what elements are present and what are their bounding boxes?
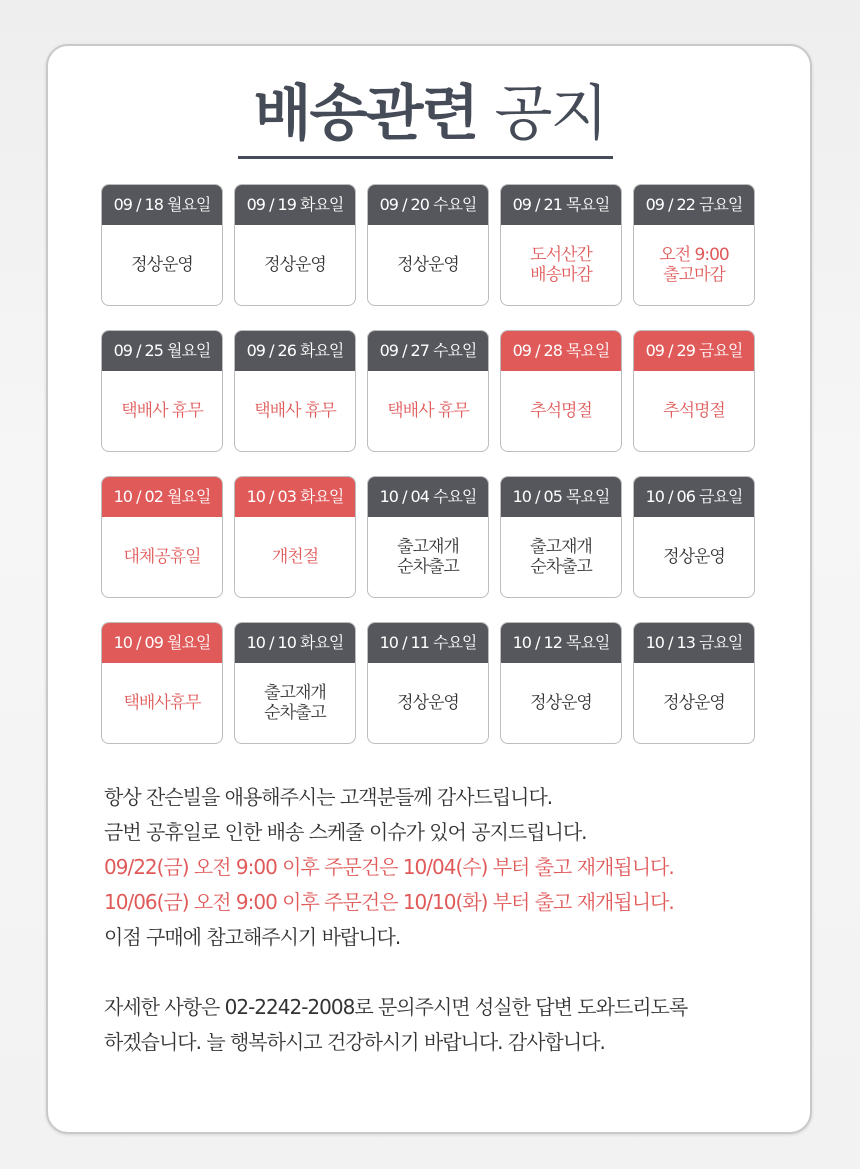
schedule-status: 개천절 (271, 547, 319, 567)
schedule-card (500, 184, 622, 306)
schedule-date: 10 / 10 화요일 (235, 623, 355, 663)
schedule-date: 09 / 26 화요일 (235, 331, 355, 371)
schedule-card (234, 622, 356, 744)
schedule-date: 09 / 19 화요일 (235, 185, 355, 225)
schedule-date: 10 / 11 수요일 (368, 623, 488, 663)
schedule-status: 정상운영 (264, 255, 326, 275)
title-light: 공지 (494, 79, 607, 149)
title-strong: 배송관련 (253, 79, 478, 149)
schedule-status: 정상운영 (530, 693, 592, 713)
schedule-card (500, 330, 622, 452)
message-line-reference: 이점 구매에 참고해주시기 바랍니다. (104, 925, 401, 949)
schedule-date: 10 / 05 목요일 (501, 477, 621, 517)
schedule-status: 정상운영 (663, 547, 725, 567)
schedule-status: 택배사 휴무 (254, 401, 336, 421)
notice-message (104, 780, 784, 1060)
schedule-card (234, 476, 356, 598)
schedule-date: 10 / 02 월요일 (102, 477, 222, 517)
schedule-card (101, 476, 223, 598)
schedule-date: 09 / 21 목요일 (501, 185, 621, 225)
schedule-status: 출고재개 순차출고 (530, 537, 592, 577)
message-line-greeting: 항상 잔슨빌을 애용해주시는 고객분들께 감사드립니다. (104, 785, 553, 809)
message-spacer (104, 955, 784, 990)
schedule-date: 10 / 13 금요일 (634, 623, 754, 663)
schedule-status: 추석명절 (530, 401, 592, 421)
schedule-date: 09 / 20 수요일 (368, 185, 488, 225)
schedule-status: 오전 9:00 출고마감 (659, 245, 729, 285)
schedule-date: 10 / 04 수요일 (368, 477, 488, 517)
schedule-card (101, 184, 223, 306)
schedule-date: 09 / 18 월요일 (102, 185, 222, 225)
schedule-card (633, 476, 755, 598)
schedule-date: 10 / 12 목요일 (501, 623, 621, 663)
schedule-card (633, 622, 755, 744)
schedule-card (101, 622, 223, 744)
message-line-closing: 하겠습니다. 늘 행복하시고 건강하시기 바랍니다. 감사합니다. (104, 1030, 605, 1054)
schedule-date: 10 / 03 화요일 (235, 477, 355, 517)
schedule-date: 10 / 09 월요일 (102, 623, 222, 663)
message-line-intro: 금번 공휴일로 인한 배송 스케줄 이슈가 있어 공지드립니다. (104, 820, 587, 844)
schedule-date: 09 / 27 수요일 (368, 331, 488, 371)
schedule-card (367, 184, 489, 306)
schedule-date: 10 / 06 금요일 (634, 477, 754, 517)
schedule-card (234, 330, 356, 452)
title-underline (238, 156, 613, 159)
schedule-status: 대체공휴일 (123, 547, 201, 567)
message-line-shipping-1: 09/22(금) 오전 9:00 이후 주문건은 10/04(수) 부터 출고 재개됩니다. (104, 855, 674, 879)
message-line-shipping-2: 10/06(금) 오전 9:00 이후 주문건은 10/10(화) 부터 출고 재개됩니다. (104, 890, 674, 914)
schedule-status: 추석명절 (663, 401, 725, 421)
schedule-status: 도서산간 배송마감 (530, 245, 592, 285)
schedule-card (500, 476, 622, 598)
schedule-card (101, 330, 223, 452)
schedule-date: 09 / 29 금요일 (634, 331, 754, 371)
schedule-card (367, 476, 489, 598)
schedule-card (633, 184, 755, 306)
schedule-status: 정상운영 (397, 693, 459, 713)
schedule-card (367, 330, 489, 452)
message-line-contact: 자세한 사항은 02-2242-2008로 문의주시면 성실한 답변 도와드리도록 (104, 995, 688, 1019)
schedule-status: 정상운영 (397, 255, 459, 275)
schedule-card (633, 330, 755, 452)
schedule-status: 택배사 휴무 (387, 401, 469, 421)
schedule-status: 정상운영 (663, 693, 725, 713)
schedule-card (367, 622, 489, 744)
schedule-status: 정상운영 (131, 255, 193, 275)
schedule-card (234, 184, 356, 306)
schedule-date: 09 / 22 금요일 (634, 185, 754, 225)
schedule-card (500, 622, 622, 744)
schedule-status: 택배사 휴무 (121, 401, 203, 421)
schedule-status: 출고재개 순차출고 (264, 683, 326, 723)
schedule-status: 출고재개 순차출고 (397, 537, 459, 577)
page-title (0, 74, 860, 154)
schedule-status: 택배사휴무 (123, 693, 201, 713)
schedule-date: 09 / 25 월요일 (102, 331, 222, 371)
schedule-date: 09 / 28 목요일 (501, 331, 621, 371)
